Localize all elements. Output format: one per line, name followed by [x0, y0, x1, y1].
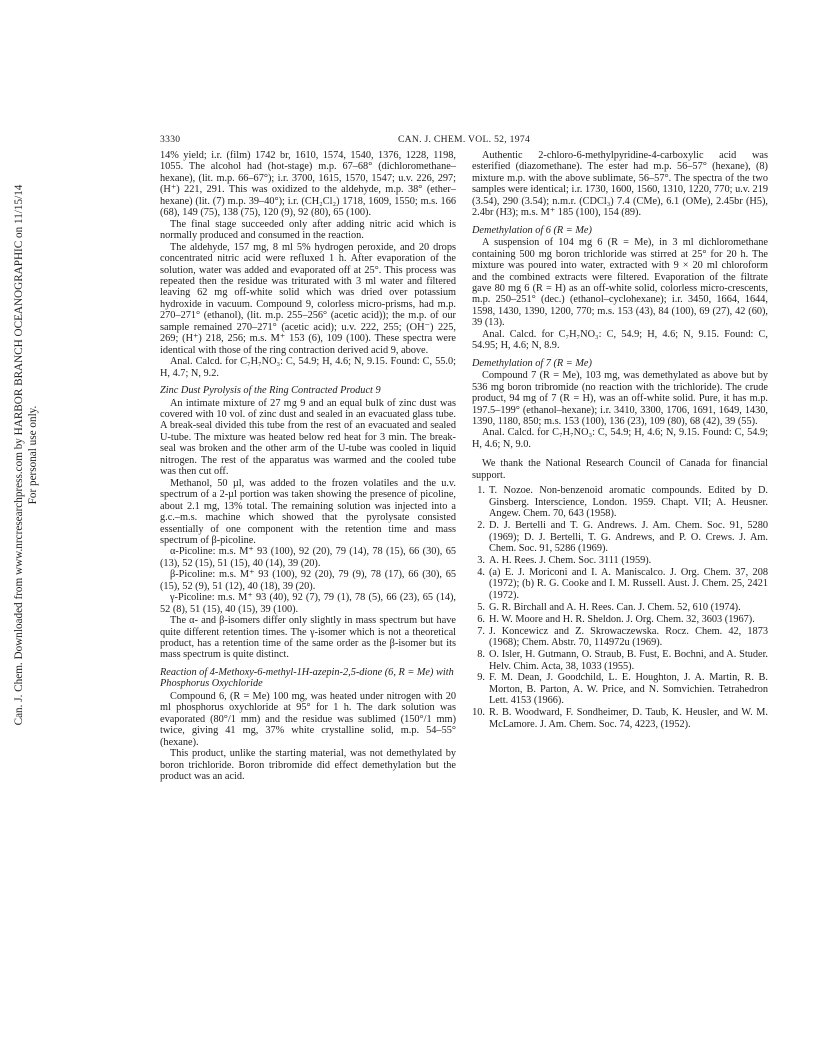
- body-paragraph: A suspension of 104 mg 6 (R = Me), in 3 ml dichloromethane containing 500 mg boron trichloride was stirred at 25° for 20 h. The mixture was poured into water, extracted with 9 × 20 ml chloroform and the combined extracts were filtered. Evaporation of the filtrate gave 80 mg 6 (R = H) as an off-white solid, colorless micro-crescents, m.p. 250–251° (dec.) (ethanol–cyclohexane); i.r. 3450, 1664, 1644, 1598, 1430, 1390, 1200, 770; m.s. 153 (43), 84 (100), 69 (27), 42 (60), 39 (13).: [472, 237, 768, 329]
- section-heading: Demethylation of 7 (R = Me): [472, 357, 592, 369]
- reference-number: 2.: [477, 520, 485, 532]
- reference-text: G. R. Birchall and A. H. Rees. Can. J. Chem. 52, 610 (1974).: [489, 601, 741, 613]
- reference-item: [472, 555, 768, 566]
- reference-number: 7.: [477, 625, 485, 637]
- reference-number: 10.: [472, 707, 485, 719]
- body-paragraph: Methanol, 50 µl, was added to the frozen volatiles and the u.v. spectrum of a 2-µl portion was taken showing the presence of picoline, about 2.1 mg, 13% total. The remaining solution was injected into a g.c.–m.s. machine which showed that the pyrolysate consisted essentially of one component with the retention time and mass spectrum of β-picoline.: [160, 477, 456, 546]
- reference-number: 9.: [477, 672, 485, 684]
- body-paragraph: γ-Picoline: m.s. M⁺ 93 (40), 92 (7), 79 (1), 78 (5), 66 (23), 65 (14), 52 (8), 51 (15), 40 (15), 39 (100).: [160, 592, 456, 615]
- left-column: [160, 150, 456, 782]
- body-paragraph: We thank the National Research Council of Canada for financial support.: [472, 458, 768, 481]
- reference-text: J. Koncewicz and Z. Skrowaczewska. Rocz. Chem. 42, 1873 (1968); Chem. Abstr. 70, 114972u (1969).: [489, 625, 768, 649]
- body-paragraph: The aldehyde, 157 mg, 8 ml 5% hydrogen peroxide, and 20 drops concentrated nitric acid were refluxed 1 h. After evaporation of the solution, water was added and evaporated off at 25°. This process was repeated then the residue was triturated with 3 ml water and filtered leaving 62 mg off-white solid which was dried over potassium hydroxide in vacuum. Compound 9, colorless micro-prisms, had m.p. 270–271° (ethanol), (lit. m.p. 255–256° (acetic acid)); the m.p. of our sample remained 270–271° (acetic acid); u.v. 222, 255; (OH⁻) 225, 269; (H⁺) 218, 256; m.s. M⁺ 153 (6), 109 (100). These spectra were identical with those of the ring contraction derived acid 9, above.: [160, 241, 456, 356]
- reference-text: D. J. Bertelli and T. G. Andrews. J. Am. Chem. Soc. 91, 5280 (1969); D. J. Bertelli, T. G. Andrews, and P. O. Crews. J. Am. Chem. Soc. 91, 5286 (1969).: [489, 520, 768, 554]
- body-paragraph: 14% yield; i.r. (film) 1742 br, 1610, 1574, 1540, 1376, 1228, 1198, 1055. The alcohol had (hot-stage) m.p. 67–68° (dichloromethane–hexane), (lit. m.p. 66–67°); i.r. 3700, 1615, 1570, 1547; u.v. 226, 297; (H⁺) 221, 291. This was oxidized to the aldehyde, m.p. 38° (ether–hexane) (lit. (7) m.p. 39–40°); i.r. (CH₂Cl₂) 1718, 1609, 1550; m.s. 166 (68), 149 (75), 138 (75), 120 (9), 92 (80), 65 (100).: [160, 150, 456, 219]
- reference-number: 4.: [477, 566, 485, 578]
- body-paragraph: Authentic 2-chloro-6-methylpyridine-4-carboxylic acid was esterified (diazomethane). The ester had m.p. 56–57° (hexane), (8) mixture m.p. with the above sublimate, 56–57°. The spectra of the two samples were identical; i.r. 1730, 1600, 1560, 1310, 1220, 770; u.v. 219 (3.54), 290 (3.54); n.m.r. (CDCl₃) 7.4 (CMe), 6.1 (OMe), 2.45br (H5), 2.4br (H3); m.s. M⁺ 185 (100), 154 (89).: [472, 150, 768, 219]
- reference-item: [472, 649, 768, 672]
- reference-number: 6.: [477, 613, 485, 625]
- section-heading: Reaction of 4-Methoxy-6-methyl-1H-azepin-2,5-dione (6, R = Me) with Phosphorus Oxychloride: [160, 666, 454, 690]
- reference-item: [472, 602, 768, 613]
- reference-text: O. Isler, H. Gutmann, O. Straub, B. Fust, E. Bochni, and A. Studer. Helv. Chim. Acta, 38, 1033 (1955).: [489, 649, 768, 672]
- reference-number: 3.: [477, 554, 485, 566]
- body-paragraph: α-Picoline: m.s. M⁺ 93 (100), 92 (20), 79 (14), 78 (15), 66 (30), 65 (13), 52 (15), 51 (15), 40 (14), 39 (20).: [160, 546, 456, 569]
- body-paragraph: Anal. Calcd. for C₇H₇NO₃: C, 54.9; H, 4.6; N, 9.15. Found: C, 54.9; H, 4.6; N, 9.0.: [472, 427, 768, 450]
- reference-text: H. W. Moore and H. R. Sheldon. J. Org. Chem. 32, 3603 (1967).: [489, 613, 755, 625]
- body-paragraph: β-Picoline: m.s. M⁺ 93 (100), 92 (20), 79 (9), 78 (17), 66 (30), 65 (15), 52 (9), 51 (12), 40 (18), 39 (20).: [160, 569, 456, 592]
- reference-list: [472, 485, 768, 730]
- body-paragraph: Anal. Calcd. for C₇H₇NO₃: C, 54.9; H, 4.6; N, 9.15. Found: C, 54.95; H, 4.6; N, 8.9.: [472, 328, 768, 352]
- reference-item: [472, 567, 768, 601]
- running-header: [160, 134, 768, 148]
- reference-text: T. Nozoe. Non-benzenoid aromatic compounds. Edited by D. Ginsberg. Interscience, London. 1959. Chapt. VII; A. Heusner. Angew. Chem. 70, 643 (1958).: [489, 485, 768, 520]
- body-paragraph: Compound 6, (R = Me) 100 mg, was heated under nitrogen with 20 ml phosphorus oxychloride at 95° for 1 h. The dark solution was evaporated (80°/1 mm) and the residue was sublimed (150°/1 mm) twice, giving 41 mg, 37% white crystalline solid, m.p. 54–55° (hexane).: [160, 690, 456, 748]
- reference-text: R. B. Woodward, F. Sondheimer, D. Taub, K. Heusler, and W. M. McLamore. J. Am. Chem. Soc. 74, 4223, (1952).: [489, 707, 768, 730]
- reference-item: [472, 672, 768, 706]
- reference-item: [472, 614, 768, 625]
- reference-text: F. M. Dean, J. Goodchild, L. E. Houghton, J. A. Martin, R. B. Morton, B. Parton, A. W. Price, and N. Somvichien. Tetrahedron Lett. 4153 (1966).: [489, 672, 768, 707]
- body-paragraph: Compound 7 (R = Me), 103 mg, was demethylated as above but by 536 mg boron tribromide (no reaction with the trichloride). The crude product, 94 mg of 7 (R = H), was an off-white solid. Pure, it has m.p. 197.5–199° (ethanol–hexane); i.r. 3410, 3300, 1706, 1691, 1649, 1430, 1390, 1180, 850; m.s. 153 (100), 136 (23), 109 (80), 68 (42), 39 (55).: [472, 370, 768, 427]
- right-column: [472, 150, 768, 731]
- reference-item: [472, 707, 768, 730]
- section-heading: Zinc Dust Pyrolysis of the Ring Contracted Product 9: [160, 385, 381, 397]
- reference-number: 5.: [477, 601, 485, 613]
- body-paragraph: An intimate mixture of 27 mg 9 and an equal bulk of zinc dust was covered with 10 vol. of zinc dust and sealed in an evacuated glass tube. A break-seal divided this tube from the rest of an evacuated and sealed U-tube. The mixture was heated below red heat for 3 min. The break-seal was broken and the other arm of the U-tube was cooled in liquid nitrogen. The rest of the apparatus was warmed and the cooled tube was then cut off.: [160, 397, 456, 478]
- spacer: [472, 450, 768, 458]
- reference-item: [472, 485, 768, 519]
- body-paragraph: The α- and β-isomers differ only slightly in mass spectrum but have quite different retention times. The γ-isomer which is not a theoretical product, has a retention time of the same order as the β-isomer but its mass spectrum is quite distinct.: [160, 615, 456, 661]
- download-notice: Can. J. Chem. Downloaded from www.nrcresearchpress.com by HARBOR BRANCH OCEANOGRAPHIC on 11/15/14: [13, 184, 25, 726]
- reference-number: 8.: [477, 649, 485, 661]
- body-paragraph: Anal. Calcd. for C₇H₇NO₃: C, 54.9; H, 4.6; N, 9.15. Found: C, 55.0; H, 4.7; N, 9.2.: [160, 356, 456, 379]
- page-number: 3330: [160, 134, 181, 145]
- reference-text: A. H. Rees. J. Chem. Soc. 3111 (1959).: [489, 554, 652, 566]
- reference-text: (a) E. J. Moriconi and I. A. Maniscalco. J. Org. Chem. 37, 208 (1972); (b) R. G. Cooke and I. M. Russell. Aust. J. Chem. 25, 2421 (1972).: [489, 566, 768, 601]
- reference-item: [472, 626, 768, 649]
- section-heading: Demethylation of 6 (R = Me): [472, 224, 592, 236]
- reference-item: [472, 520, 768, 554]
- reference-number: 1.: [477, 485, 485, 497]
- journal-header: CAN. J. CHEM. VOL. 52, 1974: [397, 134, 531, 145]
- personal-use-notice: For personal use only.: [27, 405, 39, 505]
- download-watermark: [8, 175, 44, 735]
- body-paragraph: The final stage succeeded only after adding nitric acid which is normally produced and consumed in the reaction.: [160, 218, 456, 242]
- body-paragraph: This product, unlike the starting material, was not demethylated by boron trichloride. Boron tribromide did effect demethylation but the product was an acid.: [160, 748, 456, 783]
